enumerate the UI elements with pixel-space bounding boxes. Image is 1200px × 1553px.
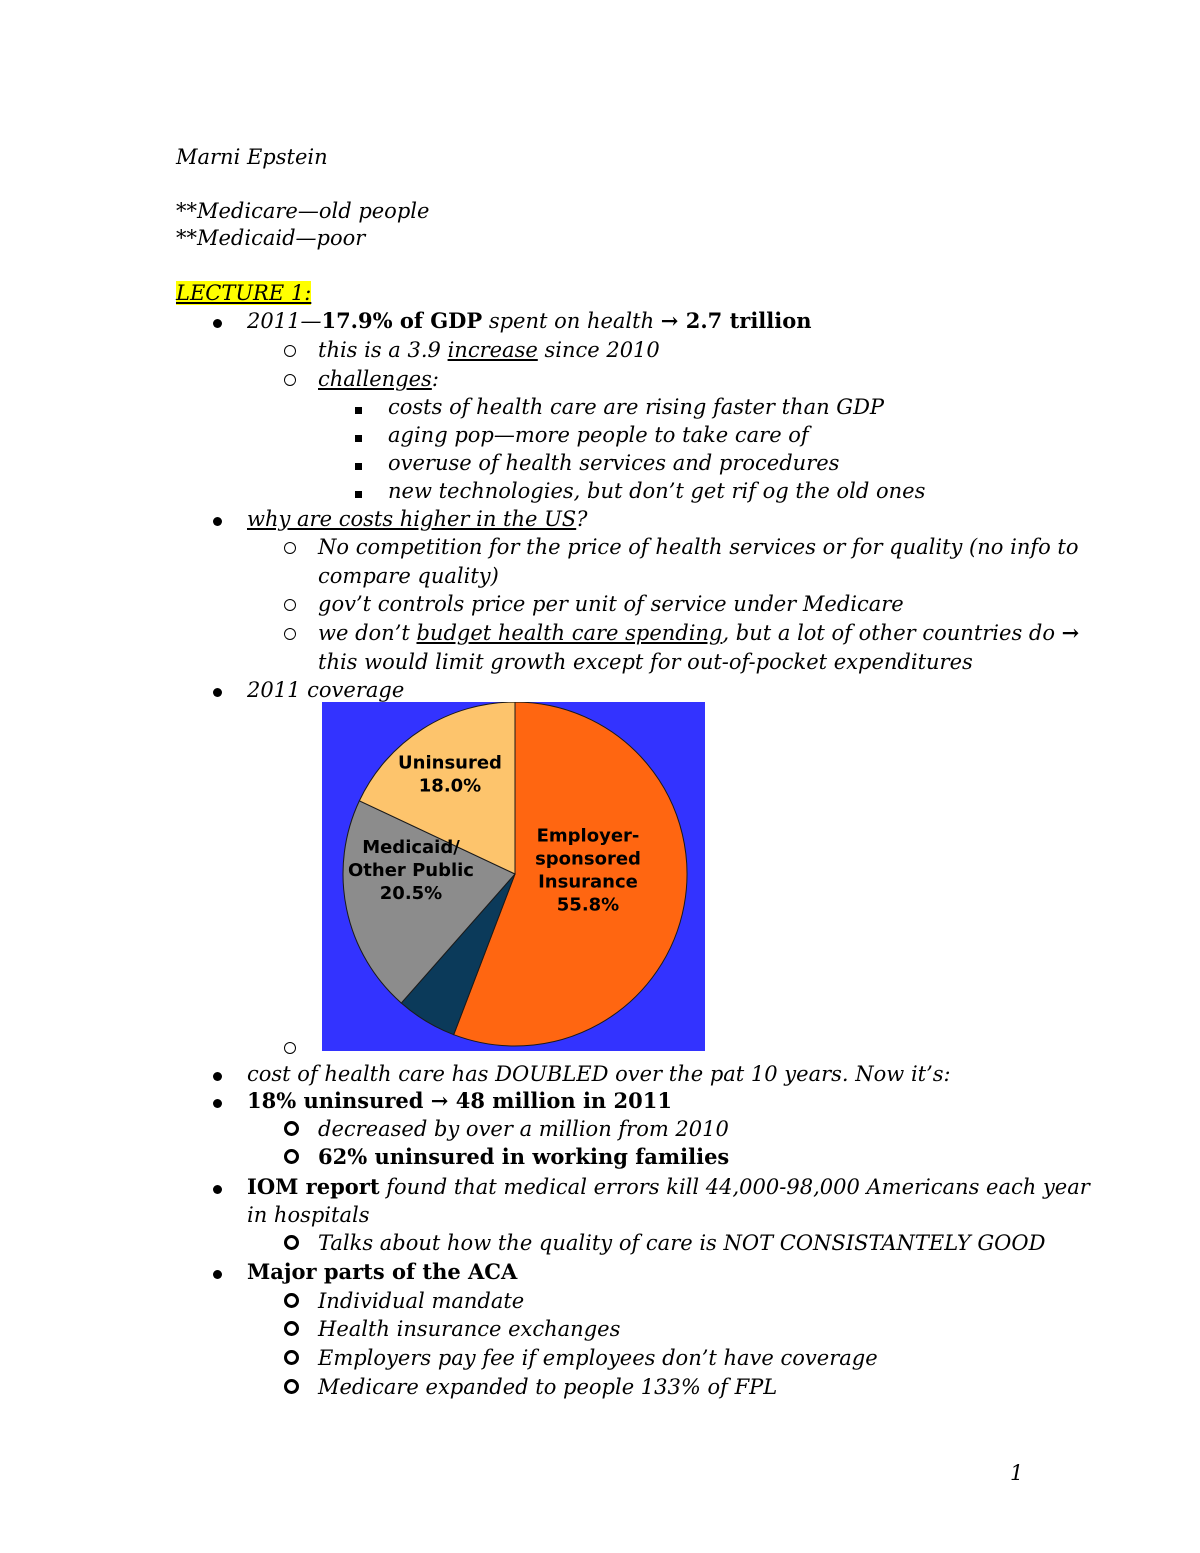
aca-item: Medicare expanded to people 133% of FPL (318, 1375, 778, 1399)
text-bold: 17.9% of GDP (321, 308, 483, 333)
arrow-right-icon: → (660, 308, 679, 333)
text: 2011— (247, 309, 322, 333)
pie-label-line: Other Public (348, 860, 474, 881)
subbullet-increase (318, 336, 660, 364)
bullet-icon (213, 307, 222, 335)
text: spent on health (482, 309, 661, 333)
text: this is a 3.9 (318, 338, 448, 362)
square-bullet-icon (355, 421, 362, 449)
circle-bullet-icon (284, 590, 296, 618)
pie-label-line: 20.5% (379, 883, 443, 904)
challenge-item: costs of health care are rising faster than GDP (388, 395, 885, 419)
bullet-coverage: 2011 coverage (247, 678, 405, 702)
bullet-why-costs (247, 505, 587, 533)
note-medicaid: **Medicaid—poor (176, 226, 366, 250)
circle-bullet-icon (284, 1143, 299, 1171)
bullet-iom-report-cont: in hospitals (247, 1203, 370, 1227)
circle-bullet-icon (284, 365, 296, 393)
aca-item: Individual mandate (318, 1289, 525, 1313)
bullet-icon (213, 1087, 222, 1115)
arrow-right-icon: → (1061, 620, 1080, 645)
pie-label-line: Uninsured (398, 752, 502, 774)
subbullet-challenges (318, 365, 439, 393)
text: found that medical errors kill 44,000-98,000 Americans each year (379, 1175, 1090, 1199)
arrow-right-icon: → (430, 1088, 449, 1113)
bullet-icon (213, 1258, 222, 1286)
circle-bullet-icon (284, 336, 296, 364)
pie-label-line: 18.0% (418, 775, 482, 797)
bullet-cost-doubled: cost of health care has DOUBLED over the pat 10 years. Now it’s: (247, 1062, 951, 1086)
subbullet-budget-cont: this would limit growth except for out-of-pocket expenditures (318, 650, 973, 674)
lecture-heading (176, 279, 311, 307)
aca-item: Employers pay fee if employees don’t have coverage (318, 1346, 878, 1370)
bullet-uninsured (247, 1087, 672, 1115)
note-medicare: **Medicare—old people (176, 199, 430, 223)
text-bold: 2.7 trillion (678, 308, 812, 333)
subbullet-decreased: decreased by over a million from 2010 (318, 1117, 729, 1141)
pie-label-line: Employer- (536, 825, 640, 847)
pie-label-line: 55.8% (556, 894, 620, 916)
text: , but a lot of other countries do (722, 621, 1062, 645)
subbullet-competition-cont: compare quality) (318, 564, 499, 588)
author-name: Marni Epstein (176, 145, 328, 169)
circle-bullet-icon (284, 1373, 299, 1401)
text: ? (576, 507, 588, 531)
bullet-iom-report (247, 1173, 1090, 1201)
text: : (431, 367, 439, 391)
text-underlined: why are costs higher in the US (247, 507, 577, 531)
text: we don’t (318, 621, 417, 645)
text-underlined: budget health care spending (416, 621, 723, 645)
pie-label-line: Medicaid/ (362, 837, 460, 858)
circle-bullet-icon (284, 1315, 299, 1343)
circle-bullet-icon (284, 1229, 299, 1257)
bullet-icon (213, 676, 222, 704)
challenge-item: overuse of health services and procedures (388, 451, 840, 475)
challenge-item: aging pop—more people to take care of (388, 423, 809, 447)
bullet-icon (213, 1173, 222, 1201)
subbullet-govt-controls: gov’t controls price per unit of service under Medicare (318, 592, 904, 616)
challenge-item: new technologies, but don’t get rif og the old ones (388, 479, 926, 503)
text: since 2010 (537, 338, 660, 362)
pie-label-line: Insurance (538, 871, 638, 893)
pie-label-line: sponsored (535, 848, 641, 870)
text-bold: 48 million in 2011 (448, 1088, 672, 1113)
subbullet-budget (318, 619, 1079, 647)
bullet-icon (213, 505, 222, 533)
coverage-pie-chart (322, 702, 705, 1051)
circle-bullet-icon (284, 533, 296, 561)
circle-bullet-icon (284, 619, 296, 647)
bullet-aca: Major parts of the ACA (247, 1259, 518, 1284)
lecture-heading-text: LECTURE 1: (176, 281, 312, 305)
bullet-gdp (247, 307, 812, 335)
subbullet-quality: Talks about how the quality of care is NOT CONSISTANTELY GOOD (318, 1231, 1046, 1255)
text-bold: IOM report (247, 1174, 380, 1199)
bullet-icon (213, 1060, 222, 1088)
aca-item: Health insurance exchanges (318, 1317, 621, 1341)
subbullet-competition: No competition for the price of health services or for quality (no info to (318, 535, 1079, 559)
circle-bullet-icon (284, 1033, 296, 1061)
circle-bullet-icon (284, 1287, 299, 1315)
text-bold: 18% uninsured (247, 1088, 431, 1113)
square-bullet-icon (355, 449, 362, 477)
square-bullet-icon (355, 477, 362, 505)
text-underlined: challenges (318, 367, 432, 391)
subbullet-working-families: 62% uninsured in working families (318, 1144, 730, 1169)
text-underlined: increase (447, 338, 538, 362)
square-bullet-icon (355, 393, 362, 421)
circle-bullet-icon (284, 1115, 299, 1143)
circle-bullet-icon (284, 1344, 299, 1372)
page-number: 1 (1010, 1461, 1024, 1485)
